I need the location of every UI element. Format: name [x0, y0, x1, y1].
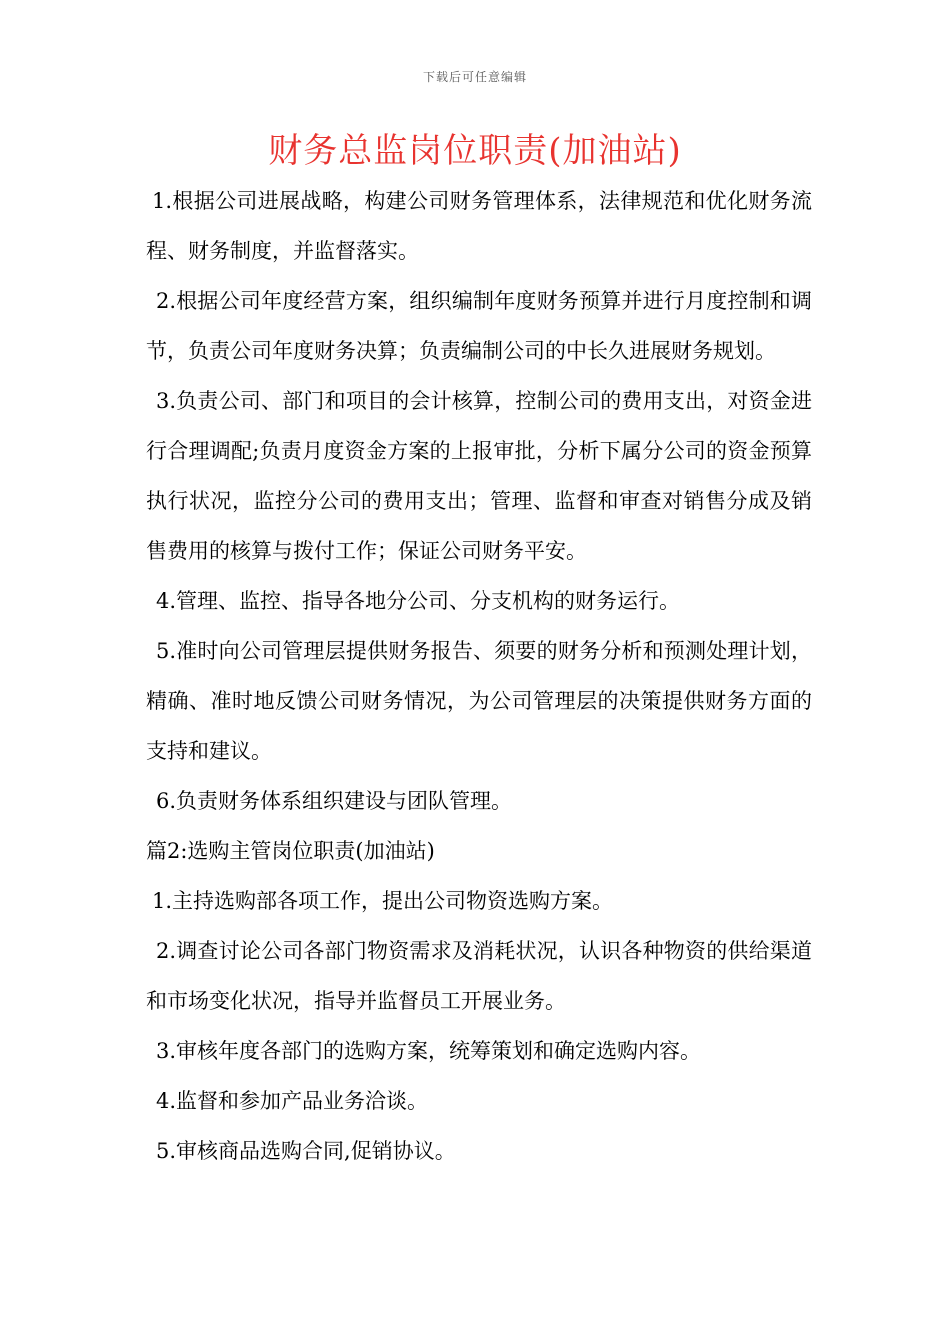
paragraph-purchasing-4: 4.监督和参加产品业务洽谈。 [156, 1089, 429, 1113]
paragraph-finance-4: 4.管理、监控、指导各地分公司、分支机构的财务运行。 [156, 589, 681, 613]
document-body [146, 176, 812, 1176]
paragraph-finance-6: 6.负责财务体系组织建设与团队管理。 [156, 789, 513, 813]
paragraph-finance-1: 1.根据公司进展战略，构建公司财务管理体系，法律规范和优化财务流程、财务制度，并监督落实。 [146, 189, 812, 263]
paragraph-purchasing-1: 1.主持选购部各项工作，提出公司物资选购方案。 [152, 889, 614, 913]
header-note: 下载后可任意编辑 [422, 70, 527, 84]
paragraph-purchasing-5: 5.审核商品选购合同,促销协议。 [156, 1139, 456, 1163]
paragraph-purchasing-3: 3.审核年度各部门的选购方案，统筹策划和确定选购内容。 [156, 1039, 702, 1063]
document-title: 财务总监岗位职责(加油站) [268, 131, 682, 171]
paragraph-finance-2: 2.根据公司年度经营方案，组织编制年度财务预算并进行月度控制和调节，负责公司年度财务决算；负责编制公司的中长久进展财务规划。 [146, 289, 812, 363]
paragraph-finance-5: 5.准时向公司管理层提供财务报告、须要的财务分析和预测处理计划，精确、准时地反馈公司财务情况，为公司管理层的决策提供财务方面的支持和建议。 [146, 639, 812, 763]
paragraph-finance-3: 3.负责公司、部门和项目的会计核算，控制公司的费用支出，对资金进行合理调配;负责月度资金方案的上报审批，分析下属分公司的资金预算执行状况，监控分公司的费用支出；管理、监督和审查对销售分成及销售费用的核算与拨付工作；保证公司财务平安。 [146, 389, 812, 563]
paragraph-purchasing-2: 2.调查讨论公司各部门物资需求及消耗状况，认识各种物资的供给渠道和市场变化状况，指导并监督员工开展业务。 [146, 939, 812, 1013]
section-heading-purchasing: 篇2:选购主管岗位职责(加油站) [146, 839, 435, 863]
